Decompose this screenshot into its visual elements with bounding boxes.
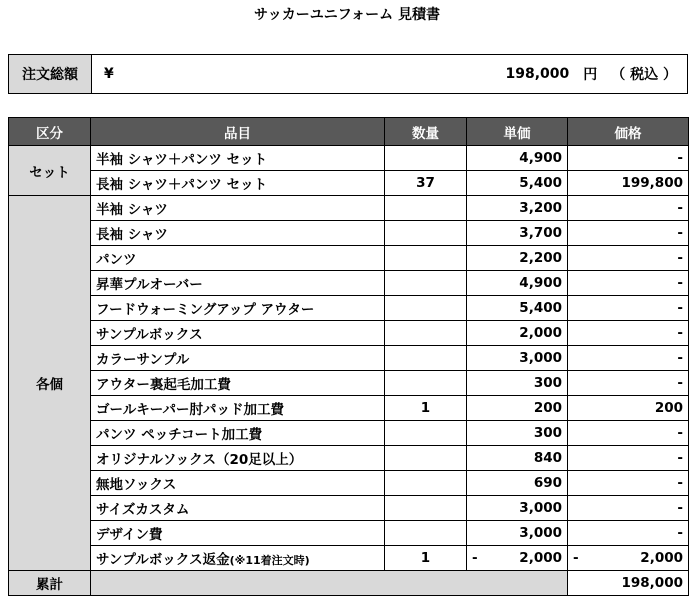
unit-price-cell: 4,900 [467,271,568,296]
table-row [9,171,689,196]
unit-price-cell: 690 [467,471,568,496]
table-row [9,521,689,546]
header-item: 品目 [91,118,385,146]
price-cell: - [568,346,689,371]
item-cell [91,546,385,571]
item-cell: ゴールキーパー肘パッド加工費 [91,396,385,421]
unit-price-cell: 2,000 [467,321,568,346]
quantity-cell [385,146,467,171]
quantity-cell [385,496,467,521]
table-row [9,371,689,396]
price-cell: - [568,371,689,396]
price-cell: - [568,471,689,496]
table-row [9,196,689,221]
table-row [9,496,689,521]
price-sign: - [573,550,579,566]
price-cell: - [568,496,689,521]
table-row [9,346,689,371]
refund-item-name: サンプルボックス返金 [96,552,230,568]
quantity-cell [385,371,467,396]
price-cell: - [568,221,689,246]
item-cell: 長袖 シャツ [91,221,385,246]
unit-price-cell: 300 [467,421,568,446]
quantity-cell: 1 [385,546,467,571]
order-total-box [8,54,688,94]
quantity-cell [385,296,467,321]
unit-price-cell: 200 [467,396,568,421]
order-total-unit: 円 [583,67,598,83]
quantity-cell [385,321,467,346]
quantity-cell: 37 [385,171,467,196]
table-row [9,296,689,321]
sum-amount: 198,000 [568,571,689,596]
quantity-cell [385,446,467,471]
unit-price-cell: 3,000 [467,521,568,546]
quantity-cell [385,246,467,271]
item-cell: パンツ [91,246,385,271]
table-row [9,146,689,171]
quantity-cell [385,196,467,221]
sum-label: 累計 [9,571,91,596]
table-row-refund [9,546,689,571]
unit-price-value: 2,000 [519,550,562,566]
order-total-amount-area [144,55,687,93]
order-total-label: 注文総額 [9,55,92,93]
table-row [9,471,689,496]
unit-price-cell: 3,200 [467,196,568,221]
quantity-cell [385,271,467,296]
price-cell: - [568,446,689,471]
refund-item-note: (※11着注文時) [229,554,310,567]
unit-price-sign: - [472,550,478,566]
item-cell: 長袖 シャツ＋パンツ セット [91,171,385,196]
price-cell: - [568,296,689,321]
order-total-tax-note: （ 税込 ） [611,67,677,83]
price-value: 2,000 [640,550,683,566]
table-header-row [9,118,689,146]
price-cell: 200 [568,396,689,421]
item-cell: サイズカスタム [91,496,385,521]
unit-price-cell: 840 [467,446,568,471]
item-cell: 半袖 シャツ＋パンツ セット [91,146,385,171]
unit-price-cell: 5,400 [467,171,568,196]
item-cell: カラーサンプル [91,346,385,371]
table-row-sum [9,571,689,596]
unit-price-cell: 300 [467,371,568,396]
price-cell: - [568,321,689,346]
price-cell: - [568,196,689,221]
order-total-amount: 198,000 [505,66,570,82]
header-unit-price: 単価 [467,118,568,146]
item-cell: フードウォーミングアップ アウター [91,296,385,321]
price-cell: - [568,146,689,171]
quantity-cell [385,471,467,496]
item-cell: オリジナルソックス（20足以上） [91,446,385,471]
price-cell: - [568,421,689,446]
table-row [9,446,689,471]
table-row [9,421,689,446]
table-row [9,221,689,246]
header-category: 区分 [9,118,91,146]
unit-price-cell [467,546,568,571]
header-quantity: 数量 [385,118,467,146]
item-cell: デザイン費 [91,521,385,546]
price-cell: - [568,271,689,296]
unit-price-cell: 4,900 [467,146,568,171]
quantity-cell [385,521,467,546]
table-body [9,146,689,596]
price-cell: - [568,521,689,546]
unit-price-cell: 2,200 [467,246,568,271]
header-price: 価格 [568,118,689,146]
item-cell: サンプルボックス [91,321,385,346]
price-cell: 199,800 [568,171,689,196]
category-cell: 各個 [9,196,91,571]
estimate-table [8,117,689,596]
quantity-cell [385,421,467,446]
unit-price-cell: 3,000 [467,496,568,521]
table-row [9,396,689,421]
table-row [9,321,689,346]
category-cell: セット [9,146,91,196]
document-title: サッカーユニフォーム 見積書 [254,7,440,23]
table-row [9,246,689,271]
item-cell: 昇華プルオーバー [91,271,385,296]
quantity-cell [385,221,467,246]
currency-symbol: ¥ [104,66,114,82]
item-cell: 半袖 シャツ [91,196,385,221]
table-row [9,271,689,296]
price-cell [568,546,689,571]
unit-price-cell: 5,400 [467,296,568,321]
quantity-cell [385,346,467,371]
price-cell: - [568,246,689,271]
sum-blank [91,571,568,596]
item-cell: アウター裏起毛加工費 [91,371,385,396]
quantity-cell: 1 [385,396,467,421]
item-cell: パンツ ペッチコート加工費 [91,421,385,446]
item-cell: 無地ソックス [91,471,385,496]
unit-price-cell: 3,000 [467,346,568,371]
unit-price-cell: 3,700 [467,221,568,246]
